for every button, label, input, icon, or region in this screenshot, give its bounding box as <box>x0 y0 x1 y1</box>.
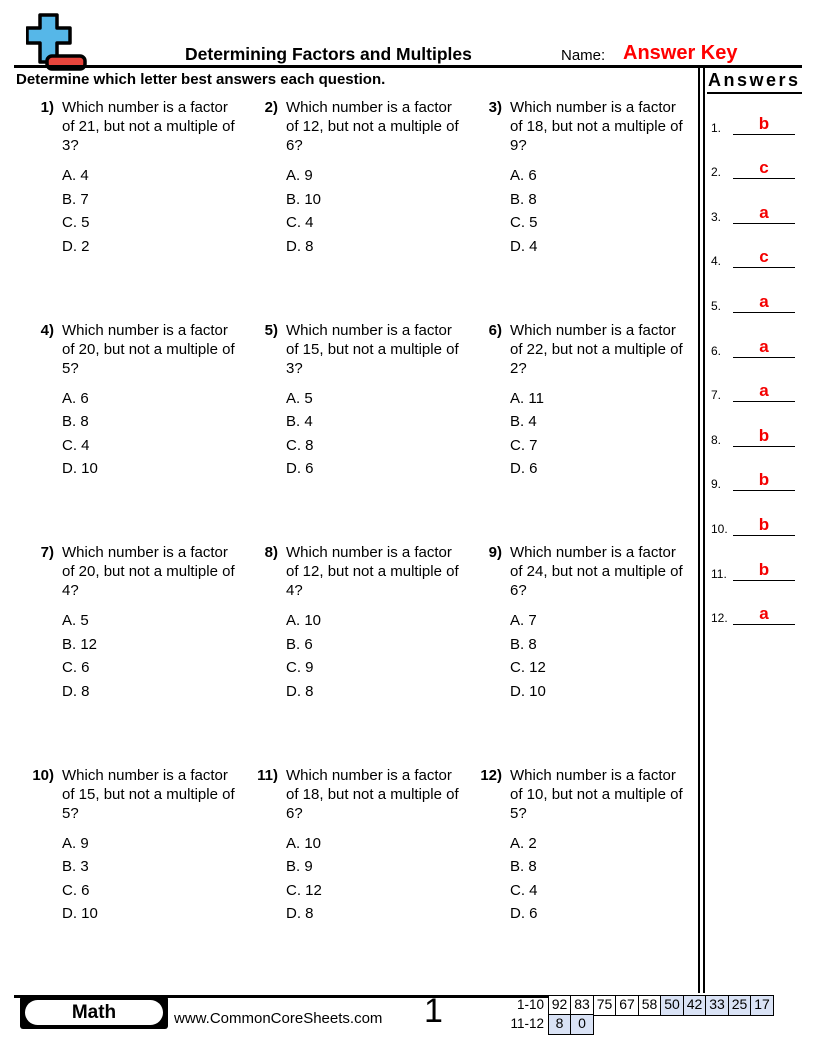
answer-item <box>705 402 813 447</box>
name-label: Name: <box>561 47 606 64</box>
score-cell: 25 <box>728 995 752 1016</box>
score-cell: 8 <box>548 1014 572 1035</box>
question-text: Which number is a factor of 15, but not a multiple of 5? <box>62 766 235 822</box>
answer-item <box>705 224 813 269</box>
question-12 <box>476 766 700 989</box>
answers-title: Answers <box>707 70 802 94</box>
choice-a: A. 5 <box>286 389 313 407</box>
choice-a: A. 6 <box>510 167 537 184</box>
question-number: 8) <box>264 544 278 561</box>
choice-d: D. 8 <box>62 682 90 700</box>
score-cell: 75 <box>593 995 617 1016</box>
score-cell: 33 <box>705 995 729 1016</box>
answer-item <box>705 581 813 626</box>
question-3 <box>476 98 700 321</box>
question-number: 4) <box>40 321 54 339</box>
question-number: 7) <box>40 544 54 561</box>
answer-blank <box>733 516 795 536</box>
choice-a: A. 2 <box>510 834 537 852</box>
answer-item <box>705 313 813 358</box>
question-text: Which number is a factor of 18, but not a multiple of 6? <box>286 766 459 822</box>
subject-label: Math <box>25 1000 163 1025</box>
answer-item <box>705 135 813 180</box>
subject-badge <box>20 996 168 1029</box>
choice-d: D. 10 <box>62 460 98 477</box>
question-10 <box>28 766 252 989</box>
choice-a: A. 10 <box>286 834 322 852</box>
choice-b: B. 12 <box>62 635 98 653</box>
choice-b: B. 8 <box>510 635 537 653</box>
question-6 <box>476 321 700 544</box>
answer-blank <box>733 561 795 581</box>
choice-c: C. 4 <box>510 881 538 899</box>
choice-d: D. 10 <box>510 682 546 700</box>
answer-item <box>705 179 813 224</box>
answer-item <box>705 491 813 536</box>
answer-number: 2. <box>711 165 722 180</box>
question-number: 10) <box>32 766 54 784</box>
answer-blank <box>733 115 795 135</box>
answer-number: 11. <box>711 566 727 581</box>
score-cell: 17 <box>750 995 774 1016</box>
answer-letter: b <box>758 470 770 490</box>
choice-c: C. 8 <box>286 436 314 454</box>
choice-b: B. 10 <box>286 190 322 208</box>
answer-blank <box>733 248 795 268</box>
choice-d: D. 6 <box>510 460 538 477</box>
answer-item <box>705 268 813 313</box>
answer-key-label: Answer Key <box>623 42 738 64</box>
question-number: 3) <box>488 99 502 116</box>
question-7 <box>28 543 252 766</box>
question-number: 1) <box>40 99 54 116</box>
question-text: Which number is a factor of 22, but not a multiple of 2? <box>510 321 683 377</box>
question-text: Which number is a factor of 10, but not a multiple of 5? <box>510 766 683 822</box>
choice-d: D. 10 <box>62 905 98 922</box>
worksheet-title: Determining Factors and Multiples <box>185 44 472 64</box>
choice-a: A. 6 <box>62 389 89 407</box>
choice-c: C. 9 <box>286 659 314 676</box>
question-2 <box>252 98 476 321</box>
choice-b: B. 7 <box>62 190 89 208</box>
answer-number: 4. <box>711 254 722 269</box>
question-text: Which number is a factor of 18, but not a multiple of 9? <box>510 99 683 154</box>
questions-grid <box>28 98 700 988</box>
question-text: Which number is a factor of 12, but not a multiple of 6? <box>286 99 459 154</box>
answer-number: 10. <box>711 521 728 536</box>
score-table <box>499 995 774 1035</box>
choice-a: A. 4 <box>62 167 89 184</box>
answer-letter: b <box>758 113 770 133</box>
choice-b: B. 6 <box>286 635 313 653</box>
page-number: 1 <box>424 992 443 1030</box>
choice-a: A. 5 <box>62 612 89 629</box>
question-number: 9) <box>488 544 502 561</box>
answer-letter: a <box>759 604 769 624</box>
choices-list <box>62 164 240 258</box>
score-cell: 67 <box>615 995 639 1016</box>
choices-list <box>286 609 464 703</box>
question-5 <box>252 321 476 544</box>
question-number: 5) <box>264 321 278 339</box>
answer-item <box>705 90 813 135</box>
answer-number: 6. <box>711 343 722 358</box>
answer-letter: c <box>759 158 769 178</box>
choice-b: B. 9 <box>286 858 313 875</box>
answer-number: 5. <box>711 298 722 313</box>
choice-c: C. 5 <box>510 214 538 231</box>
score-row-1-10 <box>499 995 774 1016</box>
choice-c: C. 5 <box>62 214 90 231</box>
choice-d: D. 6 <box>510 905 538 922</box>
score-cell: 92 <box>548 995 572 1016</box>
choice-c: C. 12 <box>286 881 322 899</box>
choices-list <box>62 832 240 926</box>
answer-number: 9. <box>711 477 722 492</box>
answer-letter: b <box>758 514 770 534</box>
choice-b: B. 8 <box>510 190 537 208</box>
choices-list <box>510 387 688 481</box>
answer-item <box>705 358 813 403</box>
score-cell: 58 <box>638 995 662 1016</box>
choice-a: A. 9 <box>62 834 89 852</box>
choice-d: D. 2 <box>62 237 90 255</box>
choices-list <box>286 164 464 258</box>
choices-list <box>286 832 464 926</box>
answer-number: 7. <box>711 388 722 403</box>
answer-number: 8. <box>711 432 722 447</box>
choice-b: B. 8 <box>62 413 89 430</box>
choice-d: D. 8 <box>286 237 314 255</box>
question-text: Which number is a factor of 12, but not a multiple of 4? <box>286 544 459 599</box>
choice-c: C. 6 <box>62 881 90 899</box>
question-number: 11) <box>257 766 278 784</box>
question-text: Which number is a factor of 20, but not a multiple of 4? <box>62 544 235 599</box>
answer-blank <box>733 159 795 179</box>
instructions-text: Determine which letter best answers each question. <box>16 71 386 88</box>
answer-blank <box>733 338 795 358</box>
choice-d: D. 8 <box>286 682 314 700</box>
question-text: Which number is a factor of 15, but not a multiple of 3? <box>286 321 459 377</box>
answers-list <box>705 90 813 625</box>
score-cell: 42 <box>683 995 707 1016</box>
choice-b: B. 3 <box>62 858 89 875</box>
choice-c: C. 7 <box>510 436 538 454</box>
question-9 <box>476 543 700 766</box>
choice-a: A. 11 <box>510 389 544 407</box>
choice-a: A. 7 <box>510 612 537 629</box>
answer-letter: a <box>759 381 769 401</box>
answer-blank <box>733 605 795 625</box>
score-cell: 50 <box>660 995 684 1016</box>
answer-letter: a <box>759 202 769 222</box>
question-text: Which number is a factor of 21, but not a multiple of 3? <box>62 99 235 154</box>
question-text: Which number is a factor of 20, but not a multiple of 5? <box>62 321 235 377</box>
choice-d: D. 6 <box>286 460 314 477</box>
answer-blank <box>733 471 795 491</box>
choice-b: B. 4 <box>510 413 537 430</box>
question-4 <box>28 321 252 544</box>
answer-blank <box>733 382 795 402</box>
answer-letter: a <box>759 291 769 311</box>
choices-list <box>286 387 464 481</box>
answer-letter: b <box>758 425 770 445</box>
score-row-label: 11-12 <box>510 1016 544 1031</box>
choice-b: B. 8 <box>510 858 537 875</box>
question-number: 12) <box>480 766 502 784</box>
answer-letter: a <box>759 336 769 356</box>
choice-a: A. 9 <box>286 167 313 184</box>
choice-b: B. 4 <box>286 413 313 430</box>
answer-item <box>705 536 813 581</box>
question-number: 6) <box>488 321 502 339</box>
choices-list <box>510 832 688 926</box>
choice-c: C. 4 <box>286 214 314 231</box>
answer-number: 3. <box>711 209 722 224</box>
answer-blank <box>733 204 795 224</box>
choice-d: D. 8 <box>286 905 314 922</box>
choices-list <box>62 609 240 703</box>
choice-d: D. 4 <box>510 237 538 255</box>
question-11 <box>252 766 476 989</box>
choice-c: C. 4 <box>62 436 90 454</box>
choices-list <box>510 609 688 703</box>
answer-item <box>705 447 813 492</box>
website-url: www.CommonCoreSheets.com <box>174 1010 383 1027</box>
answer-number: 1. <box>711 120 722 135</box>
question-1 <box>28 98 252 321</box>
header-divider <box>14 65 802 68</box>
choices-list <box>62 387 240 481</box>
question-number: 2) <box>264 99 278 116</box>
question-8 <box>252 543 476 766</box>
choice-c: C. 12 <box>510 659 546 676</box>
score-row-11-12 <box>499 1014 774 1035</box>
answer-blank <box>733 293 795 313</box>
answer-letter: b <box>758 559 770 579</box>
choices-list <box>510 164 688 258</box>
score-row-label: 1-10 <box>516 997 544 1012</box>
answer-letter: c <box>759 247 769 267</box>
choice-c: C. 6 <box>62 659 90 676</box>
answers-divider <box>698 66 705 993</box>
answer-blank <box>733 427 795 447</box>
choice-a: A. 10 <box>286 612 322 629</box>
question-text: Which number is a factor of 24, but not a multiple of 6? <box>510 544 683 599</box>
score-cell: 0 <box>570 1014 594 1035</box>
answer-number: 12. <box>711 611 728 626</box>
score-cell: 83 <box>570 995 594 1016</box>
